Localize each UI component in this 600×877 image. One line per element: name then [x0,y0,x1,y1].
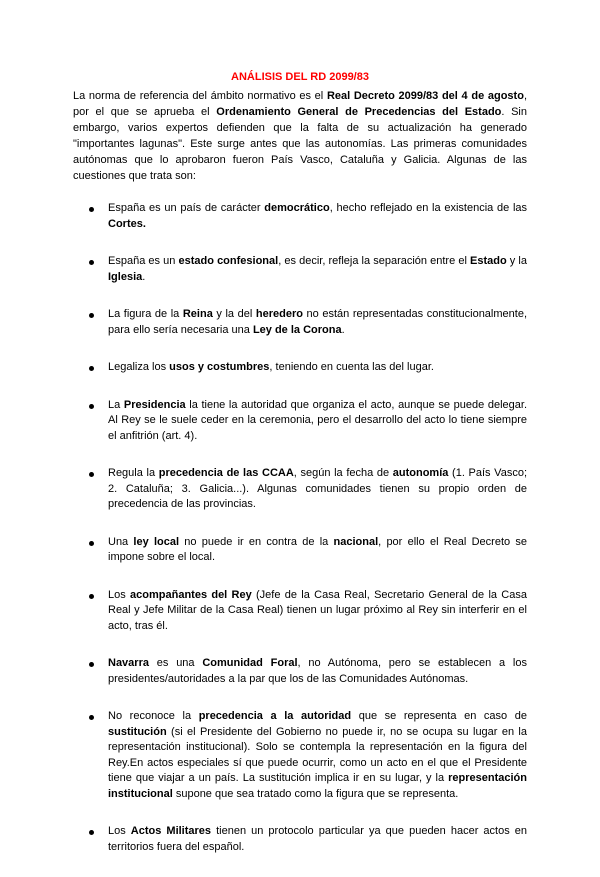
bold-text-run: Estado [470,255,507,267]
list-item [73,824,527,855]
text-run: , hecho reflejado en la existencia de las [329,202,528,214]
text-run: y la [506,255,527,267]
text-run: , por ello el Real Decreto se impone sobre el local. [108,535,527,563]
text-run: No reconoce la [108,710,199,722]
bullet-icon [89,313,94,318]
list-item-text [108,825,527,853]
bullet-icon [89,830,94,835]
bold-text-run: sustitución [108,725,167,738]
list-item [73,307,527,338]
bullet-icon [89,715,94,720]
text-run: no están representadas constitucionalmente, para ello sería necesaria una [108,308,527,336]
list-item-text [108,710,527,800]
text-run: . [142,270,146,283]
text-run: es una [148,657,203,669]
bold-text-run: Ley de la Corona [252,323,342,336]
bullet-icon [89,662,94,667]
text-run: supone que sea tratado como la figura que se representa. [172,787,459,800]
list-item-text [108,657,527,685]
bold-text-run: estado confesional [178,255,279,267]
text-run: tienen un protocolo particular ya que pueden hacer actos en territorios fuera del español. [108,825,528,853]
list-item [73,709,527,802]
text-run: no puede ir en contra de la [179,535,334,548]
bullet-icon [89,472,94,477]
bold-text-run: heredero [255,308,303,320]
list-item [73,254,527,285]
bold-text-run: acompañantes del Rey [130,588,252,601]
text-run: y la del [212,308,256,320]
list-item [73,201,527,232]
bullet-icon [89,260,94,265]
text-run: Una [108,535,134,548]
bold-text-run: autonomía [392,467,449,479]
bold-text-run: Comunidad Foral [202,657,298,669]
bold-text-run: democrático [264,202,330,214]
list-item [73,398,527,445]
text-run: España es un [108,255,179,267]
text-run: Los [108,825,131,837]
bullet-icon [89,594,94,599]
list-item [73,535,527,566]
text-run: Los [108,588,131,601]
text-run: . Sin embargo, varios expertos defienden que la falta de su actualización ha generado "importantes lagunas". Este surge antes que las autonomías. Las primeras comunidades autónomas que lo aprobaron fueron País Vasco, Cataluña y Galicia. Algunas de las cuestiones que trata son: [73,106,527,182]
text-run: La norma de referencia del ámbito normativo es el [73,90,327,102]
text-run: España es un país de carácter [108,202,265,214]
list-item-text [108,255,527,283]
text-run: que se representa en caso de [351,710,527,722]
list-item [73,466,527,513]
intro-paragraph [73,88,527,184]
bold-text-run: Ordenamiento General de Precedencias del Estado [216,106,502,118]
bullet-icon [89,366,94,371]
text-run: Legaliza los [108,361,170,373]
bold-text-run: nacional [333,535,379,548]
bold-text-run: ley local [133,535,180,548]
bold-text-run: Cortes. [108,217,146,230]
list-item [73,656,527,687]
bullet-icon [89,207,94,212]
document-title: ANÁLISIS DEL RD 2099/83 [231,71,369,83]
text-run: (1. País Vasco; 2. Cataluña; 3. Galicia...). Algunas comunidades tienen su propio orden de precedencia de las provincias. [108,467,527,510]
list-item-text [108,361,434,373]
bold-text-run: Real Decreto 2099/83 del 4 de agosto [326,90,524,102]
list-item-text [108,467,527,510]
document-page [73,70,527,877]
text-run: Regula la [108,467,159,479]
text-run: . [341,323,345,336]
list-item-text [108,202,527,230]
text-run: , por el que se aprueba el [73,90,527,118]
bold-text-run: representación institucional [108,772,527,800]
list-item-text [108,589,527,632]
bullet-icon [89,541,94,546]
text-run: , no Autónoma, pero se establecen a los presidentes/autoridades a la par que los de las Comunidades Autónomas. [108,657,527,685]
text-run: (Jefe de la Casa Real, Secretario General de la Casa Real y Jefe Militar de la Casa Real) tienen un lugar próximo al Rey sin interferir en el acto, tras él. [108,588,527,632]
text-run: , es decir, refleja la separación entre el [278,255,470,267]
bullet-icon [89,404,94,409]
issues-list [73,201,527,855]
bold-text-run: Navarra [108,657,149,669]
bold-text-run: Actos Militares [130,825,212,837]
text-run: la tiene la autoridad que organiza el acto, aunque se puede delegar. Al Rey se le suele ceder en la ceremonia, pero el desarrollo del acto lo tiene siempre el anfitrión (art. 4). [108,398,527,442]
text-run: La [108,398,124,411]
text-run: , según la fecha de [293,467,393,479]
text-run: La figura de la [108,308,183,320]
list-item [73,588,527,635]
bold-text-run: usos y costumbres [169,361,270,373]
bold-text-run: Presidencia [123,398,186,411]
list-item-text [108,308,527,336]
list-item-text [108,536,527,564]
list-item-text [108,399,527,442]
bold-text-run: precedencia de las CCAA [158,467,294,479]
text-run: (si el Presidente del Gobierno no puede ir, no se ocupa su lugar en la representación institucional). Solo se contempla la representación en la figura del Rey.En actos especiales sí que puede ocurrir, como un acto en el que el Presidente tiene que viajar a un país. La sustitución implica ir en su lugar, y la [108,725,527,784]
text-run: , teniendo en cuenta las del lugar. [269,361,434,373]
bold-text-run: precedencia a la autoridad [198,710,352,722]
list-item [73,360,527,376]
bold-text-run: Reina [182,308,213,320]
bold-text-run: Iglesia [108,270,143,283]
